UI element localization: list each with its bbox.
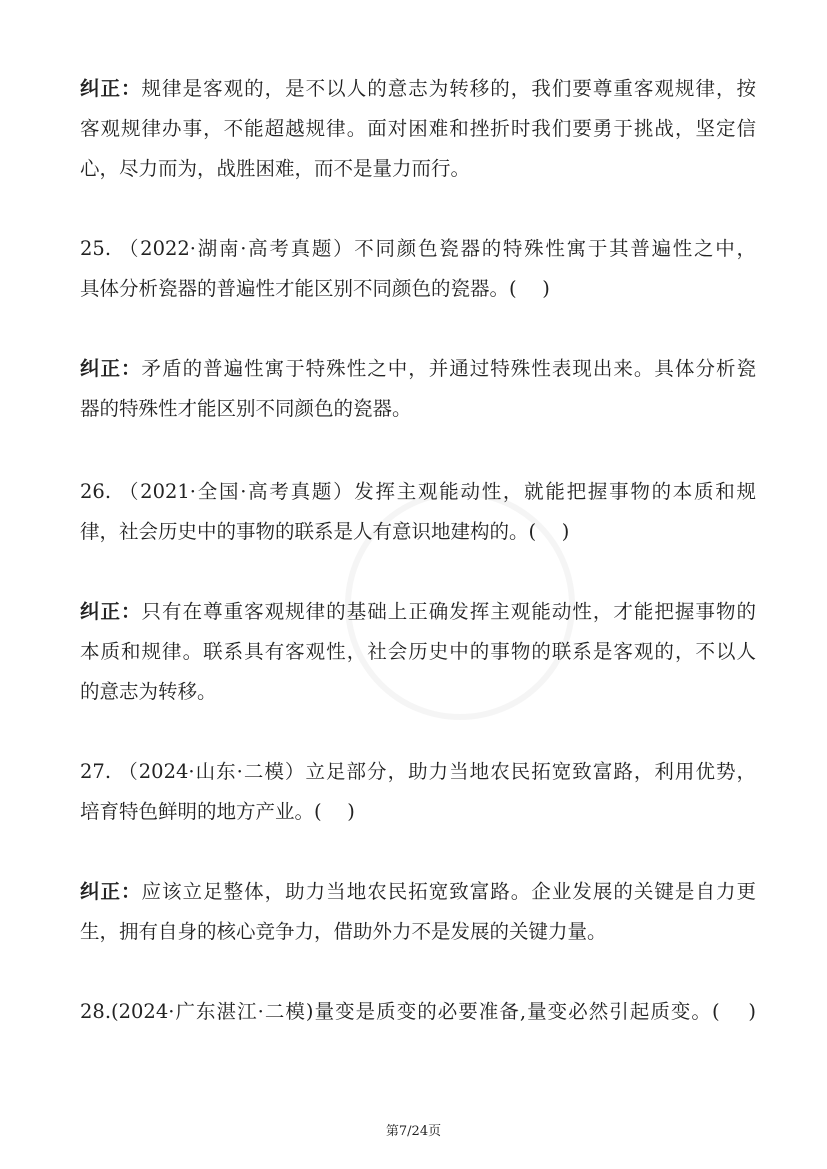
correction-line	[80, 77, 756, 101]
correction-line	[80, 600, 756, 624]
line-text: 律，社会历史中的事物的联系是人有意识地建构的。( )	[80, 520, 570, 543]
line-text: 客观规律办事，不能超越规律。面对困难和挫折时我们要勇于挑战，坚定信	[80, 117, 756, 140]
line-text: 本质和规律。联系具有客观性，社会历史中的事物的联系是客观的，不以人	[80, 640, 756, 663]
correction-label: 纠正：	[80, 600, 142, 623]
correction-label: 纠正：	[80, 357, 142, 380]
correction-line	[80, 357, 756, 381]
question-line	[80, 277, 756, 301]
correction-label: 纠正：	[80, 880, 142, 903]
line-text: 心，尽力而为，战胜困难，而不是量力而行。	[80, 157, 471, 180]
line-text: 只有在尊重客观规律的基础上正确发挥主观能动性，才能把握事物的	[141, 600, 756, 623]
question-line	[80, 760, 756, 784]
question-line	[80, 237, 756, 261]
line-text: 28.(2024·广东湛江·二模)量变是质变的必要准备,量变必然引起质变。( )	[80, 1000, 756, 1023]
correction-line	[80, 920, 756, 944]
correction-line	[80, 157, 756, 181]
line-text: 器的特殊性才能区别不同颜色的瓷器。	[80, 397, 412, 420]
line-text: 规律是客观的，是不以人的意志为转移的，我们要尊重客观规律，按	[141, 77, 756, 100]
correction-line	[80, 397, 756, 421]
correction-line	[80, 680, 756, 704]
correction-line	[80, 640, 756, 664]
question-line	[80, 1000, 756, 1024]
correction-label: 纠正：	[80, 77, 142, 100]
line-text: 具体分析瓷器的普遍性才能区别不同颜色的瓷器。( )	[80, 277, 550, 300]
question-line	[80, 800, 756, 824]
line-text: 的意志为转移。	[80, 680, 217, 703]
line-text: 25. （2022·湖南·高考真题）不同颜色瓷器的特殊性寓于其普遍性之中，	[80, 237, 756, 260]
line-text: 26. （2021·全国·高考真题）发挥主观能动性，就能把握事物的本质和规	[80, 480, 756, 503]
line-text: 27. （2024·山东·二模）立足部分，助力当地农民拓宽致富路，利用优势，	[80, 760, 756, 783]
question-line	[80, 480, 756, 504]
line-text: 生，拥有自身的核心竞争力，借助外力不是发展的关键力量。	[80, 920, 607, 943]
line-text: 培育特色鲜明的地方产业。( )	[80, 800, 355, 823]
line-text: 应该立足整体，助力当地农民拓宽致富路。企业发展的关键是自力更	[141, 880, 756, 903]
page-number: 第7/24页	[385, 1124, 442, 1139]
correction-line	[80, 117, 756, 141]
correction-line	[80, 880, 756, 904]
question-line	[80, 520, 756, 544]
line-text: 矛盾的普遍性寓于特殊性之中，并通过特殊性表现出来。具体分析瓷	[141, 357, 756, 380]
